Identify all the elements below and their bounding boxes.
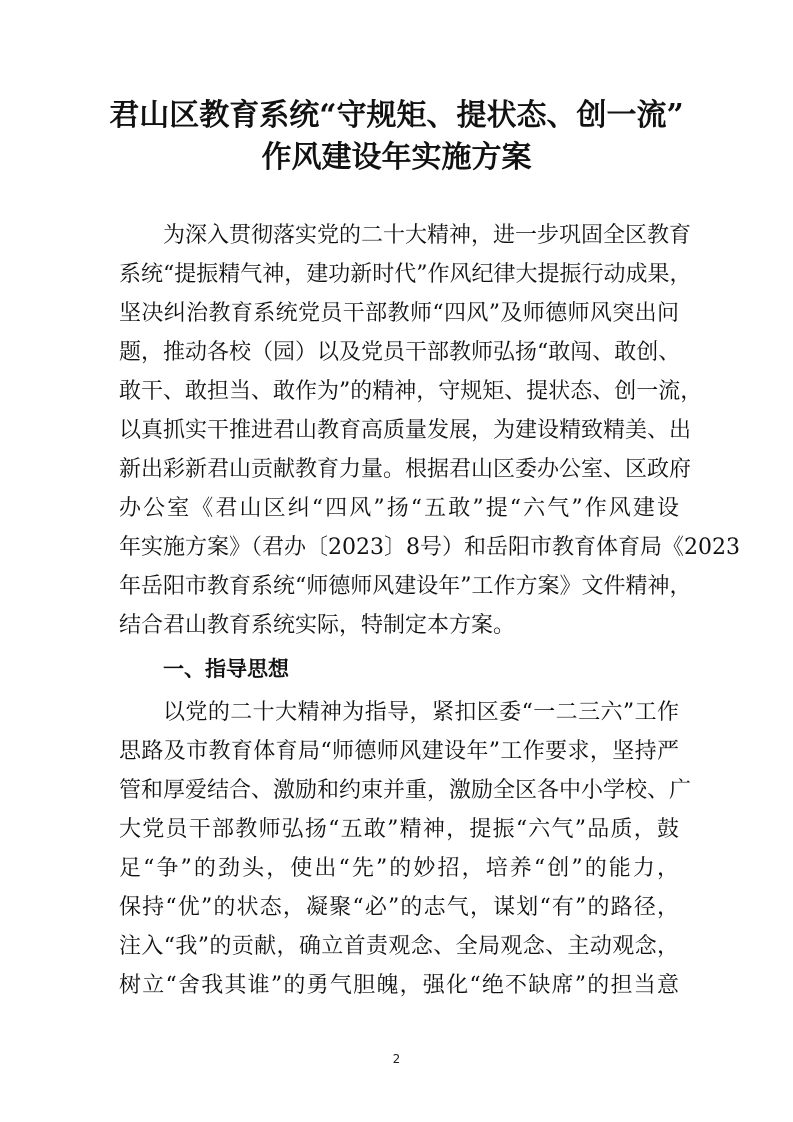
document-title-line-2: 作风建设年实施方案 [261, 140, 532, 175]
section-heading-guiding-ideology: 一、指导思想 [163, 657, 289, 681]
paragraph-line: 以党的二十大精神为指导，紧扣区委“一二三六”工作 [163, 700, 679, 725]
paragraph-line: 新出彩新君山贡献教育力量。根据君山区委办公室、区政府 [119, 457, 692, 482]
paragraph-line: 系统“提振精气神，建功新时代”作风纪律大提振行动成果， [119, 262, 692, 287]
paragraph-line: 保持“优”的状态，凝聚“必”的志气，谋划“有”的路径， [119, 895, 679, 920]
paragraph-line: 敢干、敢担当、敢作为”的精神，守规矩、提状态、创一流， [119, 379, 703, 404]
paragraph-line: 思路及市教育体育局“师德师风建设年”工作要求，坚持严 [119, 739, 679, 764]
paragraph-line: 管和厚爱结合、激励和约束并重，激励全区各中小学校、广 [119, 778, 692, 803]
document-body [119, 216, 740, 1005]
paragraph-line: 大党员干部教师弘扬“五敢”精神，提振“六气”品质，鼓 [119, 817, 679, 842]
paragraph-line: 坚决纠治教育系统党员干部教师“四风”及师德师风突出问 [119, 301, 679, 326]
paragraph-line: 办公室《君山区纠“四风”扬“五敢”提“六气”作风建设 [119, 496, 679, 521]
paragraph-line: 题，推动各校（园）以及党员干部教师弘扬“敢闯、敢创、 [119, 340, 681, 365]
paragraph-line: 以真抓实干推进君山教育高质量发展，为建设精致精美、出 [119, 418, 692, 443]
paragraph-line: 足“争”的劲头，使出“先”的妙招，培养“创”的能力， [119, 856, 679, 881]
paragraph-guiding-ideology [119, 693, 692, 1005]
document-title-line-1: 君山区教育系统“守规矩、提状态、创一流” [109, 98, 684, 133]
paragraph-intro [119, 216, 740, 645]
paragraph-line: 为深入贯彻落实党的二十大精神，进一步巩固全区教育 [163, 223, 692, 248]
paragraph-line: 年岳阳市教育系统“师德师风建设年”工作方案》文件精神， [119, 574, 692, 599]
paragraph-line: 年实施方案》（君办〔2023〕8号）和岳阳市教育体育局《2023 [119, 535, 740, 560]
paragraph-line: 树立“舍我其谁”的勇气胆魄，强化“绝不缺席”的担当意 [119, 973, 679, 998]
page-number: 2 [392, 1052, 401, 1066]
paragraph-line: 结合君山教育系统实际，特制定本方案。 [119, 613, 516, 638]
paragraph-line: 注入“我”的贡献，确立首责观念、全局观念、主动观念， [119, 934, 679, 959]
